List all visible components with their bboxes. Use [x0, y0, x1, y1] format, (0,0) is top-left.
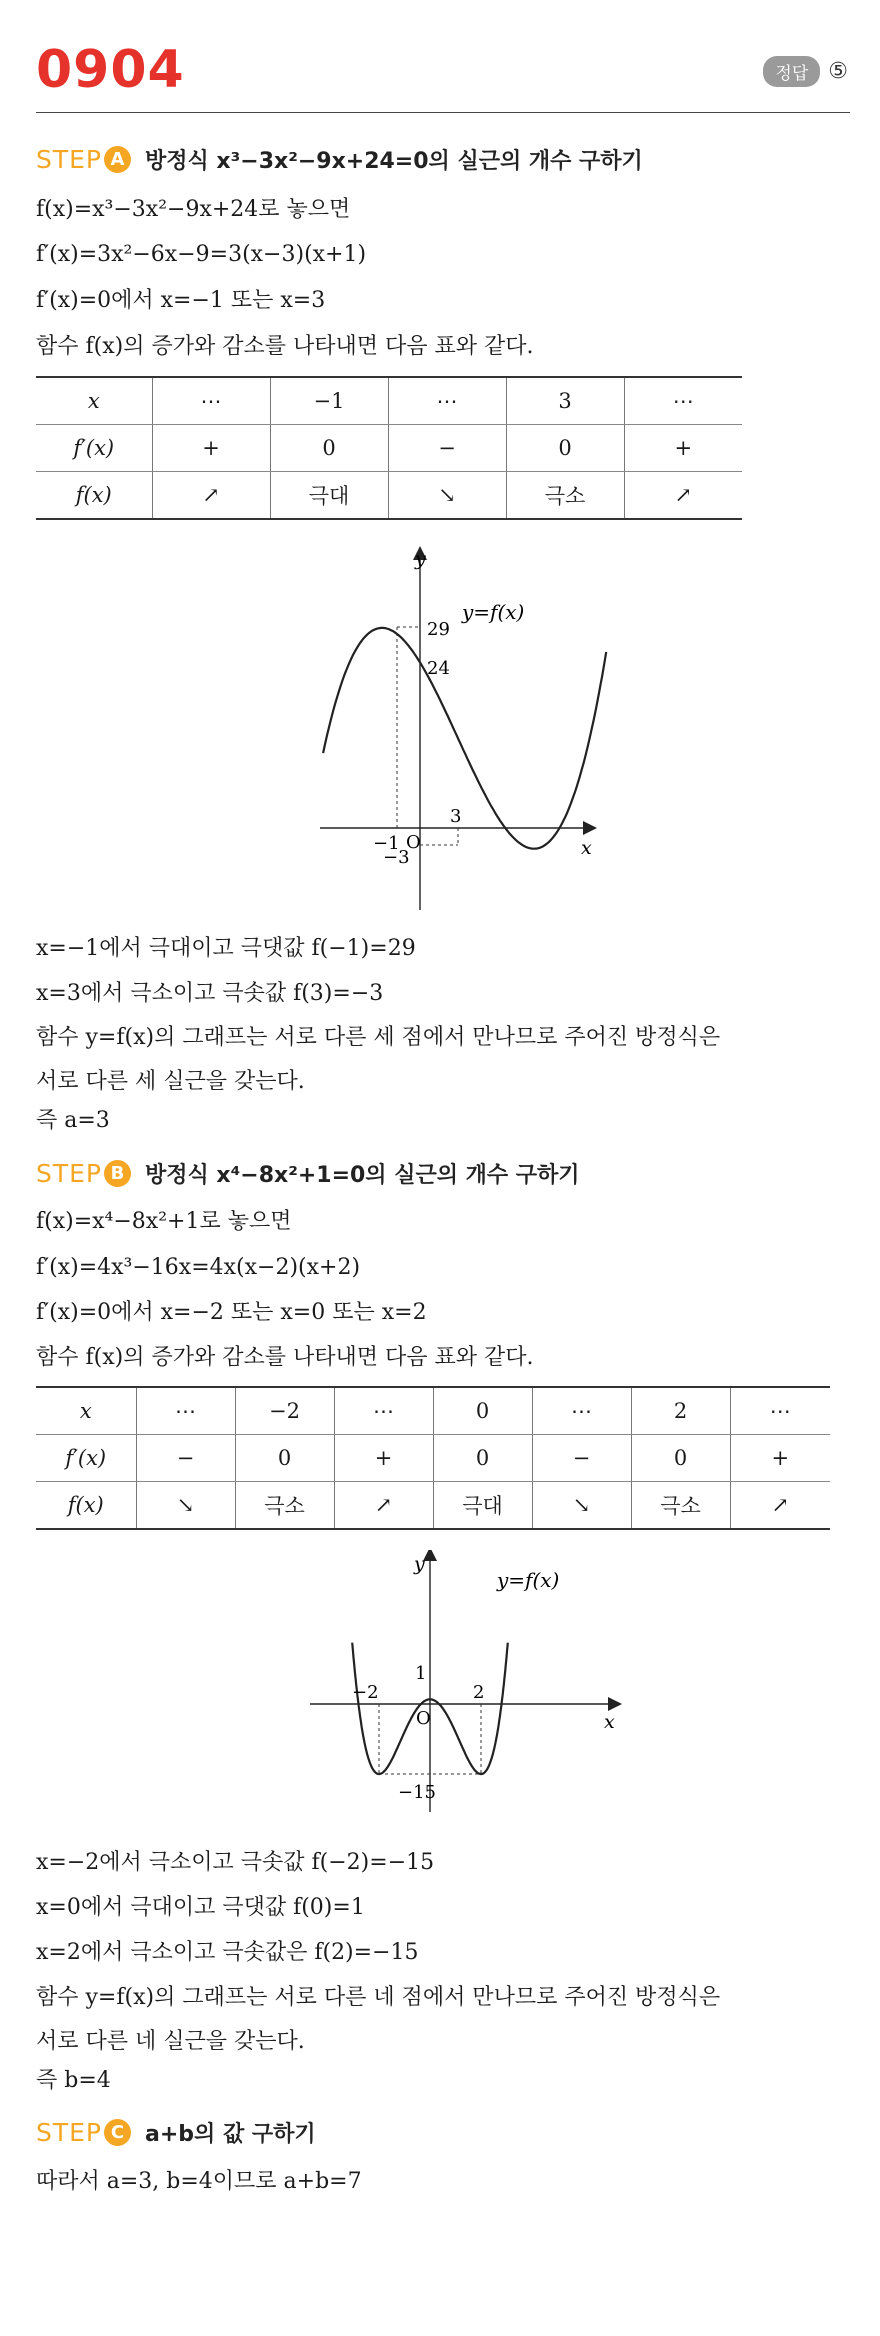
- table-cell: ⋯: [152, 377, 270, 425]
- step-b-title: [36, 1153, 580, 1193]
- table-cell: f(x): [36, 1482, 136, 1530]
- problem-header: [36, 38, 850, 113]
- step-c-label: STEP: [36, 2117, 103, 2147]
- step-a-line: f(x)=x³−3x²−9x+24로 놓으면: [36, 197, 351, 222]
- table-cell: ↘: [136, 1482, 235, 1530]
- step-c-line: 따라서 a=3, b=4이므로 a+b=7: [36, 2169, 362, 2194]
- step-a-heading: 방정식 x³−3x²−9x+24=0의 실근의 개수 구하기: [145, 148, 643, 174]
- table-cell: 극대: [433, 1482, 532, 1530]
- x-value-label: −1: [373, 833, 400, 854]
- table-row: [36, 1482, 830, 1530]
- step-a-line: f′(x)=3x²−6x−9=3(x−3)(x+1): [36, 242, 367, 267]
- table-cell: +: [730, 1435, 830, 1482]
- origin-label: O: [416, 1708, 431, 1729]
- table-cell: ↘: [532, 1482, 631, 1530]
- y-axis-label: y: [415, 548, 426, 570]
- table-row: [36, 472, 742, 520]
- table-cell: 0: [433, 1387, 532, 1435]
- table-row: [36, 1387, 830, 1435]
- table-cell: f(x): [36, 472, 152, 520]
- y-value-label: 24: [427, 658, 450, 679]
- table-row: [36, 1435, 830, 1482]
- x-value-label: −2: [352, 1682, 379, 1703]
- table-cell: 극대: [270, 472, 388, 520]
- answer-value: ⑤: [828, 59, 848, 84]
- table-cell: ↗: [730, 1482, 830, 1530]
- step-a-line: 함수 f(x)의 증가와 감소를 나타내면 다음 표와 같다.: [36, 334, 534, 359]
- origin-label: O: [406, 832, 421, 853]
- step-b-result-line: x=2에서 극소이고 극솟값은 f(2)=−15: [36, 1940, 419, 1965]
- table-cell: f′(x): [36, 425, 152, 472]
- step-a-result-line: 즉 a=3: [36, 1108, 110, 1133]
- problem-number: 0904: [36, 40, 185, 100]
- table-cell: ⋯: [136, 1387, 235, 1435]
- step-b-result-line: x=−2에서 극소이고 극솟값 f(−2)=−15: [36, 1850, 435, 1875]
- y-axis-label: y: [414, 1553, 425, 1575]
- table-cell: 0: [235, 1435, 334, 1482]
- table-cell: 0: [270, 425, 388, 472]
- y-value-label: 1: [415, 1663, 427, 1684]
- table-cell: ⋯: [532, 1387, 631, 1435]
- step-b-result-line: 서로 다른 네 실근을 갖는다.: [36, 2029, 305, 2054]
- step-c-heading: a+b의 값 구하기: [145, 2121, 316, 2147]
- table-cell: ⋯: [624, 377, 742, 425]
- table-cell: +: [152, 425, 270, 472]
- table-cell: ⋯: [388, 377, 506, 425]
- table-cell: −: [532, 1435, 631, 1482]
- table-cell: +: [624, 425, 742, 472]
- step-a-variation-table: [36, 376, 742, 520]
- step-b-result-line: 함수 y=f(x)의 그래프는 서로 다른 네 점에서 만나므로 주어진 방정식은: [36, 1985, 721, 2010]
- y-value-label: 29: [427, 619, 450, 640]
- y-value-label: −15: [398, 1782, 436, 1803]
- step-a-result-line: x=3에서 극소이고 극솟값 f(3)=−3: [36, 981, 384, 1006]
- table-cell: ↗: [624, 472, 742, 520]
- step-a-graph: [300, 545, 620, 925]
- table-cell: −1: [270, 377, 388, 425]
- answer-label-badge: 정답: [763, 56, 820, 87]
- step-a-result-line: 함수 y=f(x)의 그래프는 서로 다른 세 점에서 만나므로 주어진 방정식은: [36, 1025, 721, 1050]
- step-b-line: f(x)=x⁴−8x²+1로 놓으면: [36, 1209, 292, 1234]
- table-cell: ⋯: [730, 1387, 830, 1435]
- step-b-badge: B: [104, 1160, 131, 1187]
- step-c-title: [36, 2112, 316, 2152]
- x-axis-label: x: [604, 1711, 615, 1733]
- step-b-line: f′(x)=4x³−16x=4x(x−2)(x+2): [36, 1255, 361, 1280]
- step-a-result-line: x=−1에서 극대이고 극댓값 f(−1)=29: [36, 936, 416, 961]
- table-cell: −: [136, 1435, 235, 1482]
- x-value-label: 3: [450, 806, 462, 827]
- table-cell: f′(x): [36, 1435, 136, 1482]
- x-value-label: 2: [473, 1682, 485, 1703]
- table-cell: x: [36, 1387, 136, 1435]
- step-b-graph: [310, 1550, 630, 1830]
- table-cell: ↗: [152, 472, 270, 520]
- table-cell: ⋯: [334, 1387, 433, 1435]
- step-a-line: f′(x)=0에서 x=−1 또는 x=3: [36, 288, 326, 313]
- step-a-badge: A: [104, 146, 131, 173]
- table-cell: 2: [631, 1387, 730, 1435]
- step-b-line: 함수 f(x)의 증가와 감소를 나타내면 다음 표와 같다.: [36, 1345, 534, 1370]
- table-cell: −: [388, 425, 506, 472]
- table-cell: 극소: [506, 472, 624, 520]
- table-cell: x: [36, 377, 152, 425]
- step-a-result-line: 서로 다른 세 실근을 갖는다.: [36, 1069, 305, 1094]
- step-b-heading: 방정식 x⁴−8x²+1=0의 실근의 개수 구하기: [145, 1162, 580, 1188]
- table-cell: ↘: [388, 472, 506, 520]
- y-value-label: −3: [383, 847, 410, 868]
- table-cell: +: [334, 1435, 433, 1482]
- step-b-variation-table: [36, 1386, 830, 1530]
- table-cell: 극소: [631, 1482, 730, 1530]
- step-b-result-line: 즉 b=4: [36, 2068, 111, 2093]
- table-cell: 3: [506, 377, 624, 425]
- step-a-title: [36, 139, 643, 179]
- step-b-result-line: x=0에서 극대이고 극댓값 f(0)=1: [36, 1895, 365, 1920]
- answer-box: [763, 56, 848, 87]
- step-c-badge: C: [104, 2119, 131, 2146]
- table-cell: 극소: [235, 1482, 334, 1530]
- x-axis-label: x: [581, 837, 592, 859]
- table-cell: −2: [235, 1387, 334, 1435]
- table-cell: 0: [631, 1435, 730, 1482]
- curve-label: y=f(x): [497, 1568, 560, 1592]
- step-b-line: f′(x)=0에서 x=−2 또는 x=0 또는 x=2: [36, 1300, 427, 1325]
- table-row: [36, 377, 742, 425]
- cubic-curve: [323, 628, 606, 849]
- table-cell: 0: [506, 425, 624, 472]
- table-row: [36, 425, 742, 472]
- step-a-label: STEP: [36, 144, 103, 174]
- step-b-label: STEP: [36, 1158, 103, 1188]
- table-cell: 0: [433, 1435, 532, 1482]
- curve-label: y=f(x): [462, 600, 525, 624]
- table-cell: ↗: [334, 1482, 433, 1530]
